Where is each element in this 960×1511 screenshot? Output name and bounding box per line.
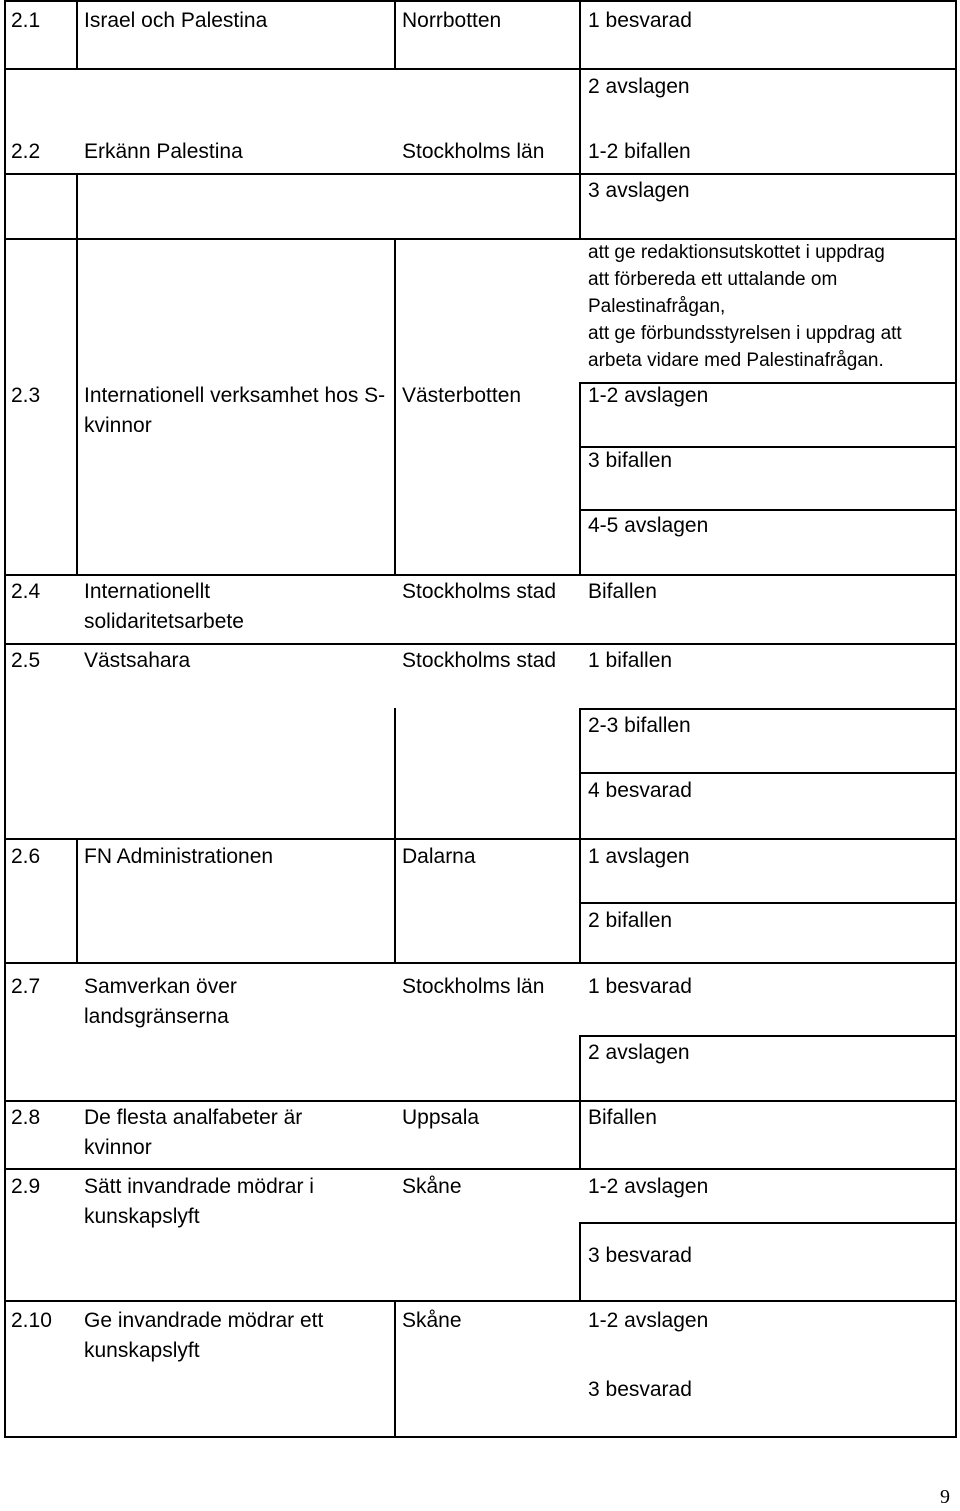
decision-text: 3 besvarad <box>588 1378 692 1401</box>
column-divider-region <box>579 382 581 575</box>
motion-region: Västerbotten <box>402 384 522 407</box>
decision-text: 1 besvarad <box>588 9 692 32</box>
motion-title: Internationell verksamhet hos S-kvinnor <box>84 384 386 437</box>
motion-region: Stockholms län <box>402 975 545 998</box>
motion-title: Erkänn Palestina <box>84 140 243 163</box>
decision-divider <box>579 902 957 904</box>
decision-text: 3 besvarad <box>588 1244 692 1267</box>
row-divider <box>4 1168 957 1170</box>
decision-divider <box>579 772 957 774</box>
motion-title: Sätt invandrade mödrar i kunskapslyft <box>84 1175 314 1228</box>
row-divider <box>4 1300 957 1302</box>
decision-text: 3 avslagen <box>588 179 690 202</box>
decision-text: 3 bifallen <box>588 449 673 472</box>
row-number: 2.7 <box>11 975 41 998</box>
row-number: 2.1 <box>11 9 41 32</box>
column-divider-region <box>579 0 581 238</box>
proposal-line: att ge förbundsstyrelsen i uppdrag att <box>588 323 902 344</box>
column-divider-number <box>76 838 78 964</box>
column-divider-number <box>76 173 78 575</box>
column-divider-region <box>579 708 581 964</box>
column-divider-title <box>394 708 396 964</box>
motion-region: Stockholms stad <box>402 580 557 603</box>
decision-divider <box>579 1035 957 1037</box>
row-number: 2.2 <box>11 140 41 163</box>
decision-text: Bifallen <box>588 1106 657 1129</box>
row-number: 2.6 <box>11 845 41 868</box>
page-number: 9 <box>940 1486 950 1508</box>
motion-title: De flesta analfabeter är kvinnor <box>84 1106 303 1159</box>
row-divider <box>4 68 957 70</box>
table-border-top <box>4 0 957 2</box>
row-divider <box>4 574 957 576</box>
row-number: 2.8 <box>11 1106 41 1129</box>
decision-text: 1 bifallen <box>588 649 673 672</box>
decision-text: 4-5 avslagen <box>588 514 709 537</box>
decision-text: 1-2 bifallen <box>588 140 691 163</box>
row-number: 2.10 <box>11 1309 52 1332</box>
decision-text: 1-2 avslagen <box>588 1309 709 1332</box>
proposal-line: Palestinafrågan, <box>588 296 726 317</box>
decision-text: 1 besvarad <box>588 975 692 998</box>
motion-title: Samverkan över landsgränserna <box>84 975 237 1028</box>
table-border-left <box>4 0 6 1438</box>
decision-divider <box>579 1222 957 1224</box>
decision-text: 4 besvarad <box>588 779 692 802</box>
motion-region: Skåne <box>402 1175 462 1198</box>
decision-text: 1-2 avslagen <box>588 1175 709 1198</box>
row-number: 2.5 <box>11 649 41 672</box>
row-number: 2.9 <box>11 1175 41 1198</box>
row-number: 2.4 <box>11 580 41 603</box>
decision-divider <box>579 708 957 710</box>
motion-region: Stockholms stad <box>402 649 557 672</box>
decision-text: 2 avslagen <box>588 75 690 98</box>
column-divider-region <box>579 1222 581 1300</box>
decision-text: 2 avslagen <box>588 1041 690 1064</box>
proposal-line: att förbereda ett uttalande om <box>588 269 838 290</box>
column-divider-title <box>394 0 396 70</box>
table-border-bottom <box>4 1436 957 1438</box>
decision-text: 2 bifallen <box>588 909 673 932</box>
motion-title: Israel och Palestina <box>84 9 268 32</box>
motion-title: Internationellt solidaritetsarbete <box>84 580 244 633</box>
motion-region: Skåne <box>402 1309 462 1332</box>
motion-region: Uppsala <box>402 1106 480 1129</box>
motion-title: FN Administrationen <box>84 845 274 868</box>
motion-region: Norrbotten <box>402 9 502 32</box>
proposal-line: arbeta vidare med Palestinafrågan. <box>588 350 884 371</box>
decision-text: 1-2 avslagen <box>588 384 709 407</box>
proposal-line: att ge redaktionsutskottet i uppdrag <box>588 242 885 263</box>
row-divider <box>4 838 957 840</box>
motion-region: Dalarna <box>402 845 476 868</box>
motion-title: Västsahara <box>84 649 191 672</box>
row-number: 2.3 <box>11 384 41 407</box>
motion-region: Stockholms län <box>402 140 545 163</box>
row-divider <box>4 962 957 964</box>
motion-title: Ge invandrade mödrar ett kunskapslyft <box>84 1309 324 1362</box>
decision-text: 2-3 bifallen <box>588 714 691 737</box>
column-divider-title <box>394 238 396 575</box>
decision-text: Bifallen <box>588 580 657 603</box>
row-divider <box>4 173 957 175</box>
row-divider <box>4 643 957 645</box>
column-divider-number <box>76 0 78 70</box>
decision-text: 1 avslagen <box>588 845 690 868</box>
row-divider <box>4 1100 957 1102</box>
column-divider-title <box>394 1300 396 1438</box>
